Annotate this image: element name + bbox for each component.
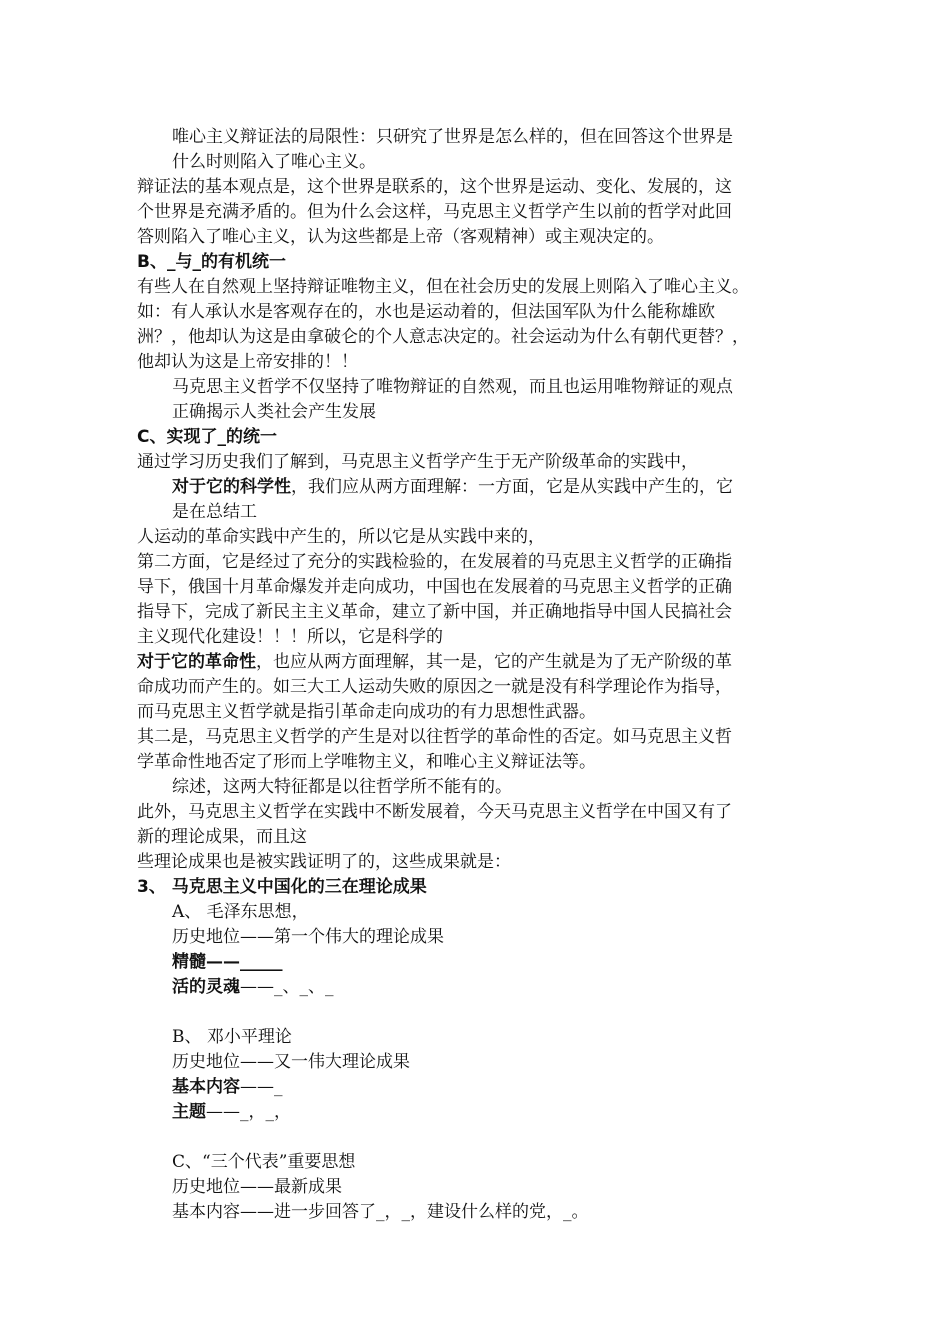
text-line: 什么时则陷入了唯心主义。 — [172, 152, 376, 172]
text-line: 历史地位——又一伟大理论成果 — [172, 1052, 410, 1072]
section-heading: 3、 马克思主义中国化的三在理论成果 — [137, 877, 427, 897]
text-line: A、 毛泽东思想， — [172, 902, 309, 922]
text-line: 历史地位——最新成果 — [172, 1177, 342, 1197]
text-line: 历史地位——第一个伟大的理论成果 — [172, 927, 444, 947]
text-line: 新的理论成果，而且这 — [137, 827, 307, 847]
text-line: 命成功而产生的。如三大工人运动失败的原因之一就是没有科学理论作为指导， — [137, 677, 732, 697]
bold-term: 对于它的科学性 — [172, 477, 291, 497]
section-heading: B、_与_的有机统一 — [137, 252, 286, 272]
text-line: 唯心主义辩证法的局限性：只研究了世界是怎么样的，但在回答这个世界是 — [172, 127, 733, 147]
text-line: 综述，这两大特征都是以往哲学所不能有的。 — [172, 777, 512, 797]
text-line: C、“三个代表”重要思想 — [172, 1152, 356, 1172]
text-line: 通过学习历史我们了解到，马克思主义哲学产生于无产阶级革命的实践中， — [137, 452, 698, 472]
text-run: ——_，_， — [206, 1102, 291, 1122]
text-line: 主义现代化建设！！！所以，它是科学的 — [137, 627, 443, 647]
text-line: 洲？，他却认为这是由拿破仑的个人意志决定的。社会运动为什么有朝代更替？， — [137, 327, 749, 347]
text-line: 有些人在自然观上坚持辩证唯物主义，但在社会历史的发展上则陷入了唯心主义。 — [137, 277, 749, 297]
text-line: 而马克思主义哲学就是指引革命走向成功的有力思想性武器。 — [137, 702, 596, 722]
text-line: 其二是，马克思主义哲学的产生是对以往哲学的革命性的否定。如马克思主义哲 — [137, 727, 732, 747]
text-line — [172, 975, 334, 1000]
section-heading: C、实现了_的统一 — [137, 427, 277, 447]
text-run: ——_ — [240, 1077, 283, 1097]
bold-term: 基本内容 — [172, 1077, 240, 1097]
text-line: 马克思主义哲学不仅坚持了唯物辩证的自然观，而且也运用唯物辩证的观点 — [172, 377, 733, 397]
text-line: 些理论成果也是被实践证明了的，这些成果就是： — [137, 852, 511, 872]
text-line: 辩证法的基本观点是，这个世界是联系的，这个世界是运动、变化、发展的，这 — [137, 177, 732, 197]
text-line: B、 邓小平理论 — [172, 1027, 292, 1047]
text-line: 学革命性地否定了形而上学唯物主义，和唯心主义辩证法等。 — [137, 752, 596, 772]
text-line: 指导下，完成了新民主主义革命，建立了新中国，并正确地指导中国人民搞社会 — [137, 602, 732, 622]
text-line: 是在总结工 — [172, 502, 257, 522]
bold-term: 对于它的革命性 — [137, 652, 256, 672]
text-line — [172, 1100, 291, 1125]
text-line: 他却认为这是上帝安排的！！ — [137, 352, 358, 372]
text-run: ，我们应从两方面理解：一方面，它是从实践中产生的，它 — [291, 477, 733, 497]
text-line: 基本内容——进一步回答了_，_，建设什么样的党，_。 — [172, 1202, 589, 1222]
text-line: 人运动的革命实践中产生的，所以它是从实践中来的， — [137, 527, 545, 547]
text-line: 第二方面，它是经过了充分的实践检验的，在发展着的马克思主义哲学的正确指 — [137, 552, 732, 572]
text-line: 导下，俄国十月革命爆发并走向成功，中国也在发展着的马克思主义哲学的正确 — [137, 577, 732, 597]
bold-term: 主题 — [172, 1102, 206, 1122]
text-run: ，也应从两方面理解，其一是，它的产生就是为了无产阶级的革 — [256, 652, 732, 672]
text-run: ——_、_、_ — [240, 977, 334, 997]
text-line: 个世界是充满矛盾的。但为什么会这样，马克思主义哲学产生以前的哲学对此回 — [137, 202, 732, 222]
bold-term: 精髓——_____ — [172, 952, 283, 972]
bold-term: 活的灵魂 — [172, 977, 240, 997]
text-line — [137, 650, 732, 675]
text-line: 如：有人承认水是客观存在的，水也是运动着的，但法国军队为什么能称雄欧 — [137, 302, 715, 322]
text-line: 答则陷入了唯心主义，认为这些都是上帝（客观精神）或主观决定的。 — [137, 227, 664, 247]
text-line: 此外，马克思主义哲学在实践中不断发展着，今天马克思主义哲学在中国又有了 — [137, 802, 732, 822]
text-line — [172, 1075, 283, 1100]
text-line — [172, 475, 733, 500]
text-line: 正确揭示人类社会产生发展 — [172, 402, 376, 422]
